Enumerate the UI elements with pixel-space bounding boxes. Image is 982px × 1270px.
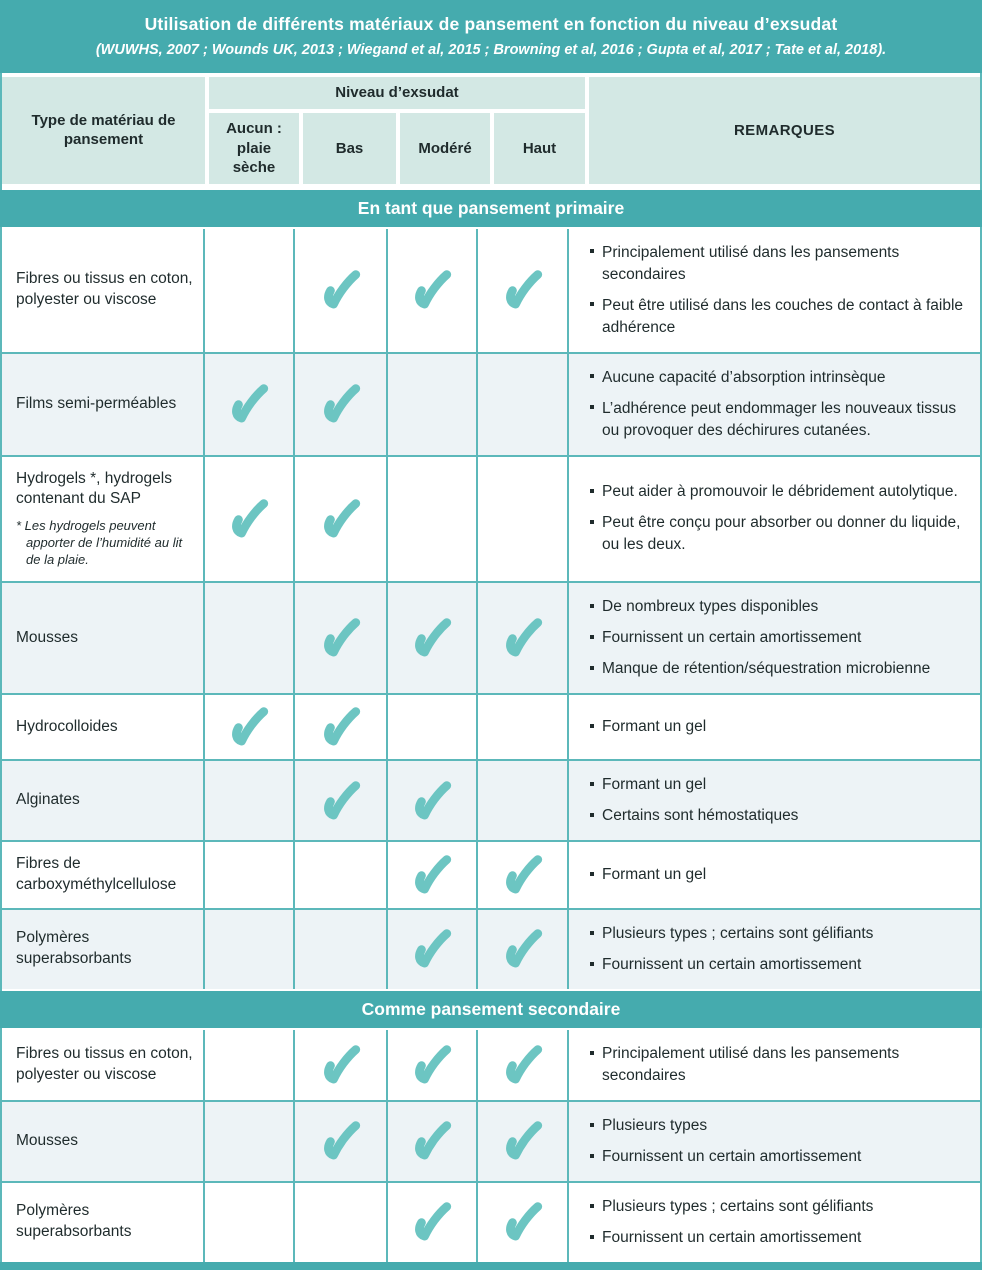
check-cell-none: [205, 842, 295, 908]
check-icon: [502, 929, 544, 969]
check-cell-low: [295, 1030, 388, 1100]
remark-item: Formant un gel: [589, 716, 964, 738]
material-name-cell: [2, 842, 205, 908]
remark-item: Fournissent un certain amortissement: [589, 1227, 964, 1249]
check-cell-low: [295, 910, 388, 989]
check-cell-low: [295, 229, 388, 352]
remarks-cell: [569, 354, 980, 455]
check-cell-none: [205, 457, 295, 582]
check-cell-high: [478, 229, 569, 352]
material-name: Hydrogels *, hydrogels contenant du SAP: [16, 469, 172, 508]
material-name: Fibres ou tissus en coton, polyester ou viscose: [16, 270, 193, 308]
section-rows: [2, 229, 980, 989]
remarks-cell: [569, 842, 980, 908]
remark-item: Plusieurs types ; certains sont gélifiants: [589, 923, 964, 945]
material-name-cell: [2, 457, 205, 582]
check-cell-high: [478, 761, 569, 840]
table-row: [2, 908, 980, 989]
table-row: [2, 759, 980, 840]
title-block: [0, 0, 982, 73]
check-icon: [411, 270, 453, 310]
table-row: [2, 352, 980, 455]
check-icon: [411, 929, 453, 969]
remarks-cell: [569, 1183, 980, 1262]
material-name: Mousses: [16, 628, 79, 646]
check-icon: [411, 855, 453, 895]
check-cell-none: [205, 910, 295, 989]
check-icon: [228, 707, 270, 747]
remark-item: Principalement utilisé dans les pansements secondaires: [589, 1043, 964, 1087]
material-name: Fibres de carboxyméthylcellulose: [16, 855, 177, 893]
check-icon: [411, 1045, 453, 1085]
material-name-cell: [2, 229, 205, 352]
check-cell-low: [295, 695, 388, 759]
remarks-cell: [569, 583, 980, 693]
remarks-cell: [569, 695, 980, 759]
check-cell-low: [295, 354, 388, 455]
column-header-exudate-level-group: Niveau d’exsudat: [209, 77, 585, 109]
check-cell-moderate: [388, 842, 478, 908]
material-name: Polymères superabsorbants: [16, 1202, 132, 1241]
check-icon: [320, 384, 362, 424]
check-cell-low: [295, 583, 388, 693]
remark-item: De nombreux types disponibles: [589, 596, 964, 618]
check-icon: [320, 1121, 362, 1161]
check-cell-none: [205, 761, 295, 840]
check-cell-high: [478, 842, 569, 908]
check-icon: [411, 1202, 453, 1242]
remark-item: Formant un gel: [589, 864, 964, 886]
column-header-level-high: Haut: [494, 113, 585, 184]
bottom-border-strip: [0, 1262, 982, 1270]
check-cell-high: [478, 583, 569, 693]
check-cell-none: [205, 1030, 295, 1100]
check-icon: [502, 855, 544, 895]
check-cell-high: [478, 695, 569, 759]
table-row: [2, 455, 980, 582]
check-cell-low: [295, 842, 388, 908]
check-cell-moderate: [388, 761, 478, 840]
material-name-cell: [2, 1183, 205, 1262]
check-cell-moderate: [388, 354, 478, 455]
check-cell-moderate: [388, 910, 478, 989]
table-row: [2, 229, 980, 352]
material-name-cell: [2, 761, 205, 840]
check-cell-moderate: [388, 1030, 478, 1100]
check-cell-low: [295, 457, 388, 582]
section-rows: [2, 1030, 980, 1262]
check-cell-high: [478, 910, 569, 989]
check-icon: [320, 270, 362, 310]
check-cell-moderate: [388, 457, 478, 582]
check-icon: [320, 499, 362, 539]
section-header: En tant que pansement primaire: [0, 190, 982, 227]
check-icon: [502, 270, 544, 310]
material-name: Fibres ou tissus en coton, polyester ou viscose: [16, 1044, 193, 1083]
check-icon: [228, 499, 270, 539]
table-row: [2, 1100, 980, 1181]
check-cell-none: [205, 229, 295, 352]
column-header-level-none: Aucun : plaie sèche: [209, 113, 299, 184]
material-name: Polymères superabsorbants: [16, 929, 132, 968]
material-name: Alginates: [16, 791, 80, 809]
material-footnote: * Les hydrogels peuvent apporter de l’humidité au lit de la plaie.: [16, 518, 183, 568]
check-cell-low: [295, 1102, 388, 1181]
check-cell-moderate: [388, 583, 478, 693]
check-cell-moderate: [388, 1183, 478, 1262]
check-cell-high: [478, 354, 569, 455]
remark-item: Formant un gel: [589, 774, 964, 796]
remark-item: L’adhérence peut endommager les nouveaux tissus ou provoquer des déchirures cutanées.: [589, 398, 964, 442]
column-header-level-moderate: Modéré: [400, 113, 490, 184]
check-cell-none: [205, 695, 295, 759]
check-cell-high: [478, 1183, 569, 1262]
remark-item: Plusieurs types ; certains sont gélifiants: [589, 1196, 964, 1218]
check-icon: [502, 1045, 544, 1085]
remark-item: Aucune capacité d’absorption intrinsèque: [589, 367, 964, 389]
material-name-cell: [2, 1030, 205, 1100]
column-header-level-low: Bas: [303, 113, 396, 184]
check-icon: [411, 781, 453, 821]
check-icon: [320, 707, 362, 747]
check-cell-high: [478, 1102, 569, 1181]
remarks-cell: [569, 229, 980, 352]
remark-item: Peut être utilisé dans les couches de contact à faible adhérence: [589, 295, 964, 339]
check-cell-low: [295, 1183, 388, 1262]
remarks-cell: [569, 1102, 980, 1181]
remark-item: Fournissent un certain amortissement: [589, 627, 964, 649]
check-cell-moderate: [388, 695, 478, 759]
remarks-cell: [569, 1030, 980, 1100]
check-icon: [320, 781, 362, 821]
check-icon: [320, 618, 362, 658]
section-header: Comme pansement secondaire: [0, 991, 982, 1028]
check-cell-moderate: [388, 1102, 478, 1181]
material-name-cell: [2, 583, 205, 693]
check-icon: [502, 618, 544, 658]
remarks-cell: [569, 910, 980, 989]
column-header-material-type: Type de matériau de pansement: [2, 77, 205, 184]
remark-item: Peut aider à promouvoir le débridement autolytique.: [589, 481, 964, 503]
table-row: [2, 581, 980, 693]
table-row: [2, 1181, 980, 1262]
check-cell-low: [295, 761, 388, 840]
check-icon: [502, 1121, 544, 1161]
remark-item: Certains sont hémostatiques: [589, 805, 964, 827]
remark-item: Principalement utilisé dans les pansements secondaires: [589, 242, 964, 286]
check-cell-high: [478, 457, 569, 582]
remark-item: Fournissent un certain amortissement: [589, 954, 964, 976]
material-name-cell: [2, 695, 205, 759]
material-name-cell: [2, 1102, 205, 1181]
table-row: [2, 840, 980, 908]
material-name: Films semi-perméables: [16, 394, 177, 412]
check-cell-none: [205, 354, 295, 455]
check-icon: [411, 1121, 453, 1161]
material-name-cell: [2, 354, 205, 455]
check-cell-none: [205, 583, 295, 693]
check-icon: [320, 1045, 362, 1085]
column-header-remarks: REMARQUES: [589, 77, 980, 184]
remark-item: Peut être conçu pour absorber ou donner du liquide, ou les deux.: [589, 512, 964, 556]
references-subtitle: (WUWHS, 2007 ; Wounds UK, 2013 ; Wiegand et al, 2015 ; Browning et al, 2016 ; Gupta et al, 2017 ; Tate et al, 2018).: [95, 42, 887, 58]
page-title: Utilisation de différents matériaux de pansement en fonction du niveau d’exsudat: [144, 14, 838, 34]
table-body: [2, 188, 980, 1262]
remark-item: Manque de rétention/séquestration microbienne: [589, 658, 964, 680]
table-row: [2, 693, 980, 759]
material-name: Hydrocolloides: [16, 717, 118, 735]
check-cell-none: [205, 1102, 295, 1181]
material-name: Mousses: [16, 1131, 79, 1149]
column-header: [2, 73, 980, 188]
remarks-cell: [569, 761, 980, 840]
check-icon: [228, 384, 270, 424]
check-icon: [502, 1202, 544, 1242]
remark-item: Plusieurs types: [589, 1115, 964, 1137]
remarks-cell: [569, 457, 980, 582]
material-name-cell: [2, 910, 205, 989]
remark-item: Fournissent un certain amortissement: [589, 1146, 964, 1168]
check-cell-none: [205, 1183, 295, 1262]
check-cell-moderate: [388, 229, 478, 352]
check-icon: [411, 618, 453, 658]
check-cell-high: [478, 1030, 569, 1100]
table-row: [2, 1030, 980, 1100]
